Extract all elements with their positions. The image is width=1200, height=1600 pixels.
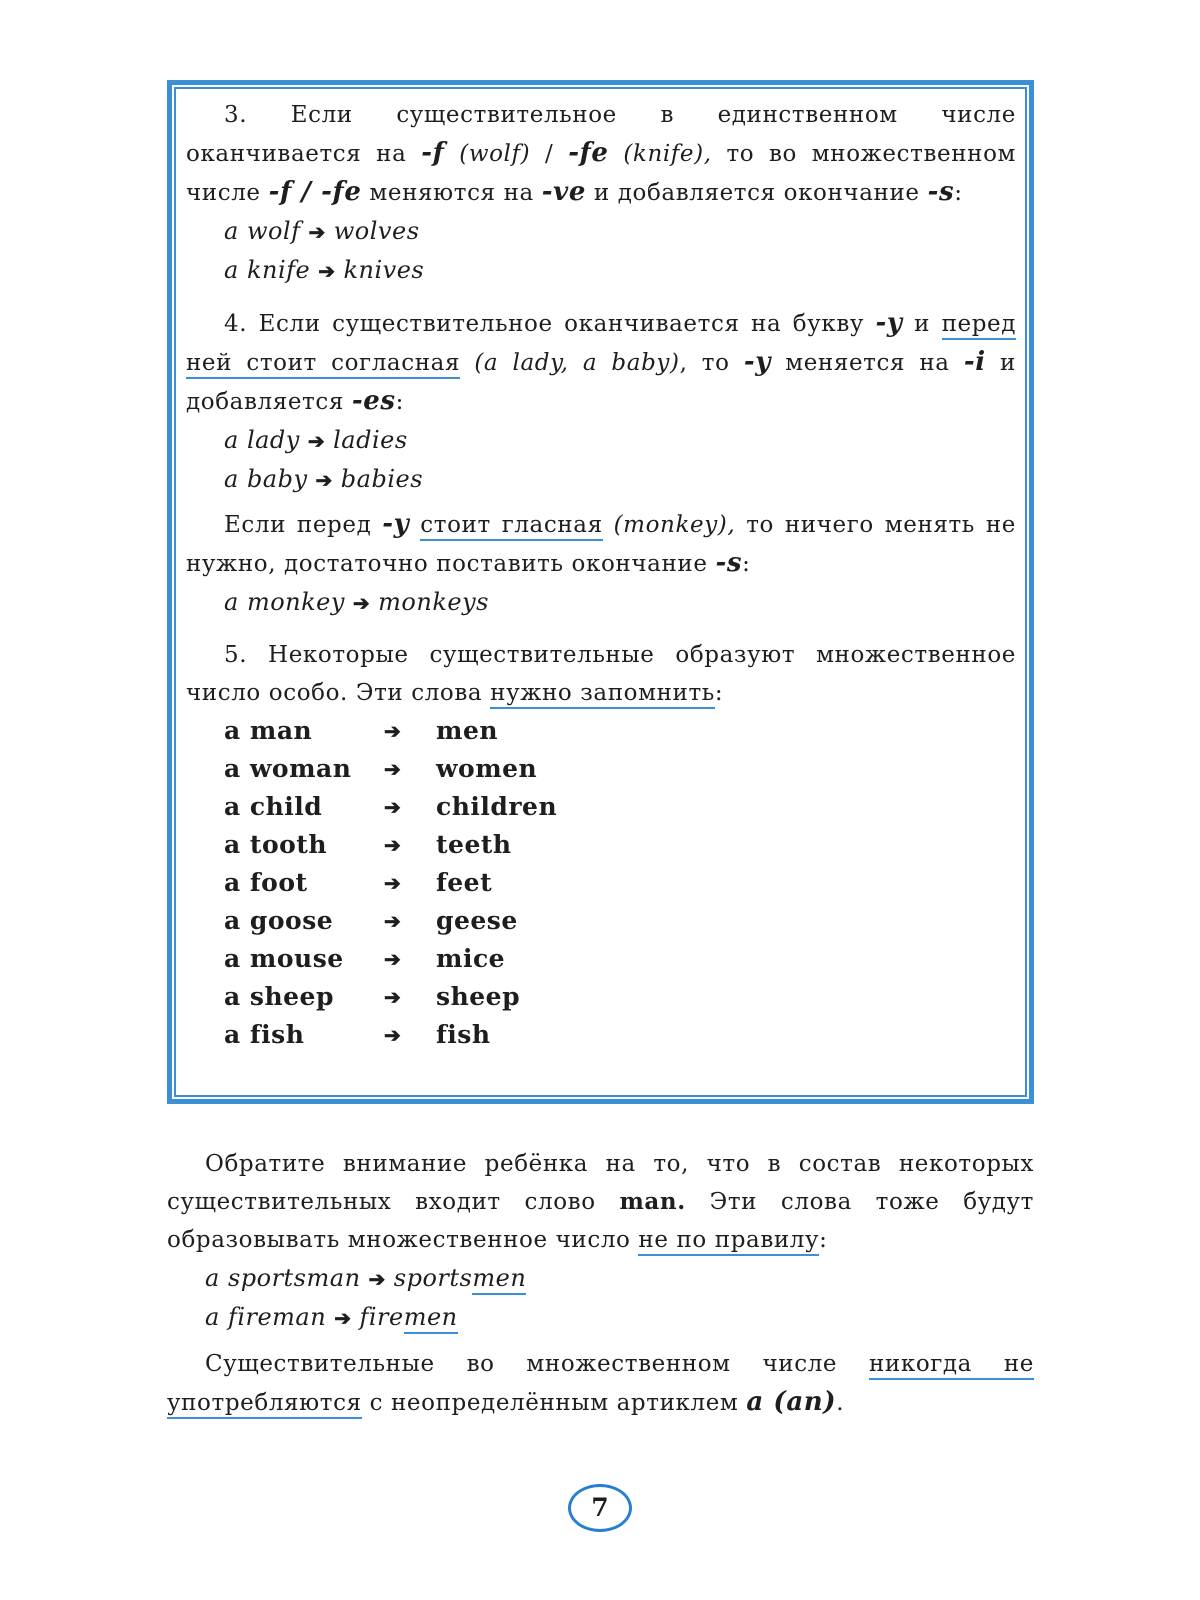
plural: geese bbox=[436, 906, 518, 935]
arrow-right-icon: ➔ bbox=[384, 833, 402, 857]
suffix-f-fe: -f / -fe bbox=[268, 177, 362, 207]
suffix-s: -s bbox=[715, 548, 743, 578]
period: . bbox=[836, 1390, 845, 1416]
text: то ничего менять не нужно, достаточно поставить окончание bbox=[186, 512, 1016, 577]
suffix-y: -y bbox=[875, 308, 903, 338]
text: Если перед bbox=[224, 512, 372, 538]
keyword-man: man. bbox=[619, 1188, 686, 1215]
text: и bbox=[914, 311, 931, 337]
suffix-es: -es bbox=[351, 386, 396, 416]
suffix-f: -f bbox=[421, 138, 445, 168]
arrow-right-icon: ➔ bbox=[334, 1306, 352, 1330]
text: 3. Если существительное в единственном числе оканчивается на bbox=[186, 102, 1016, 167]
arrow-right-icon: ➔ bbox=[384, 947, 402, 971]
arrow-right-icon: ➔ bbox=[384, 719, 402, 743]
note-section bbox=[167, 1145, 1034, 1422]
text: и добавляется окончание bbox=[593, 180, 920, 206]
suffix-ve: -ve bbox=[541, 177, 586, 207]
singular: a fireman bbox=[205, 1303, 327, 1331]
arrow-right-icon: ➔ bbox=[384, 871, 402, 895]
plural: mice bbox=[436, 944, 506, 973]
text: Существительные во множественном числе bbox=[205, 1351, 838, 1377]
text: Эти слова тоже будут образовывать множественное число bbox=[167, 1189, 1034, 1253]
singular: a goose bbox=[224, 906, 334, 935]
text: меняется на bbox=[785, 350, 950, 376]
colon: : bbox=[819, 1227, 828, 1253]
example-line bbox=[205, 1298, 1034, 1337]
text: Обратите внимание ребёнка на то, что в состав некоторых существительных входит слово bbox=[167, 1151, 1034, 1215]
rule-box bbox=[186, 96, 1016, 1054]
slash: / bbox=[545, 141, 554, 167]
colon: : bbox=[714, 680, 724, 706]
rule-4 bbox=[186, 304, 1016, 421]
plural-stem: fire bbox=[359, 1303, 404, 1331]
underlined-text: стоит гласная bbox=[420, 512, 602, 541]
plural: wolves bbox=[333, 217, 420, 245]
underlined-text: никогда не употребляются bbox=[167, 1351, 1034, 1419]
page-number: 7 bbox=[568, 1484, 632, 1532]
example-word: (knife), bbox=[623, 141, 712, 167]
arrow-right-icon: ➔ bbox=[368, 1267, 386, 1291]
note-paragraph bbox=[167, 1145, 1034, 1259]
example-line bbox=[224, 583, 1016, 622]
singular: a sportsman bbox=[205, 1264, 361, 1292]
singular: a fish bbox=[224, 1020, 305, 1049]
colon: : bbox=[742, 551, 751, 577]
example-words: (a lady, a baby) bbox=[474, 350, 680, 376]
rule-5 bbox=[186, 636, 1016, 712]
singular: a baby bbox=[224, 465, 308, 493]
underlined-text: нужно запомнить bbox=[490, 680, 715, 709]
text: 4. Если существительное оканчивается на букву bbox=[224, 311, 865, 337]
plural: monkeys bbox=[378, 588, 489, 616]
singular: a mouse bbox=[224, 944, 344, 973]
arrow-right-icon: ➔ bbox=[384, 1023, 402, 1047]
arrow-right-icon: ➔ bbox=[318, 259, 336, 283]
colon: : bbox=[954, 180, 963, 206]
underlined-text: не по правилу bbox=[638, 1227, 819, 1256]
arrow-right-icon: ➔ bbox=[384, 909, 402, 933]
singular: a man bbox=[224, 716, 313, 745]
arrow-right-icon: ➔ bbox=[352, 591, 371, 615]
suffix-s: -s bbox=[927, 177, 955, 207]
singular: a foot bbox=[224, 868, 308, 897]
plural-stem: sports bbox=[393, 1264, 473, 1292]
plural: babies bbox=[340, 465, 424, 493]
suffix-y: -y bbox=[743, 347, 771, 377]
plural: feet bbox=[436, 868, 493, 897]
plural: children bbox=[436, 792, 558, 821]
plural: knives bbox=[343, 256, 425, 284]
singular: a wolf bbox=[224, 217, 301, 245]
singular: a child bbox=[224, 792, 323, 821]
note-article bbox=[167, 1345, 1034, 1422]
example-line bbox=[224, 460, 1016, 499]
suffix-fe: -fe bbox=[568, 138, 609, 168]
arrow-right-icon: ➔ bbox=[384, 985, 402, 1009]
plural-ending: men bbox=[404, 1303, 458, 1334]
plural: teeth bbox=[436, 830, 512, 859]
example-line bbox=[224, 212, 1016, 251]
example-line bbox=[205, 1259, 1034, 1298]
rule-4-vowel bbox=[186, 505, 1016, 583]
example-word: (monkey), bbox=[613, 512, 736, 538]
singular: a tooth bbox=[224, 830, 328, 859]
plural: men bbox=[436, 716, 499, 745]
arrow-right-icon: ➔ bbox=[308, 220, 326, 244]
suffix-i: -i bbox=[963, 347, 986, 377]
text: с неопределённым артиклем bbox=[369, 1390, 739, 1416]
example-word: (wolf) bbox=[459, 141, 531, 167]
example-line bbox=[224, 421, 1016, 460]
example-line bbox=[224, 251, 1016, 290]
plural: women bbox=[436, 754, 538, 783]
plural-ending: men bbox=[472, 1264, 526, 1295]
plural: fish bbox=[436, 1020, 491, 1049]
singular: a woman bbox=[224, 754, 352, 783]
text: и добавляется bbox=[186, 350, 1016, 415]
rule-3 bbox=[186, 96, 1016, 212]
text: то во множественном числе bbox=[186, 141, 1017, 206]
arrow-right-icon: ➔ bbox=[315, 468, 333, 492]
arrow-right-icon: ➔ bbox=[384, 757, 402, 781]
plural: sheep bbox=[436, 982, 521, 1011]
text: меняются на bbox=[369, 180, 534, 206]
text: 5. Некоторые существительные образуют множественное число особо. Эти слова bbox=[186, 642, 1016, 706]
arrow-right-icon: ➔ bbox=[384, 795, 402, 819]
singular: a sheep bbox=[224, 982, 334, 1011]
text: , то bbox=[679, 350, 730, 376]
singular: a lady bbox=[224, 426, 300, 454]
underlined-text: перед ней стоит согласная bbox=[186, 311, 1016, 379]
suffix-y: -y bbox=[382, 509, 410, 539]
singular: a knife bbox=[224, 256, 311, 284]
arrow-right-icon: ➔ bbox=[307, 429, 326, 453]
singular: a monkey bbox=[224, 588, 345, 616]
plural: ladies bbox=[333, 426, 408, 454]
article: a (an) bbox=[746, 1387, 837, 1417]
irregular-plurals-list bbox=[224, 712, 1016, 1054]
colon: : bbox=[395, 389, 405, 415]
